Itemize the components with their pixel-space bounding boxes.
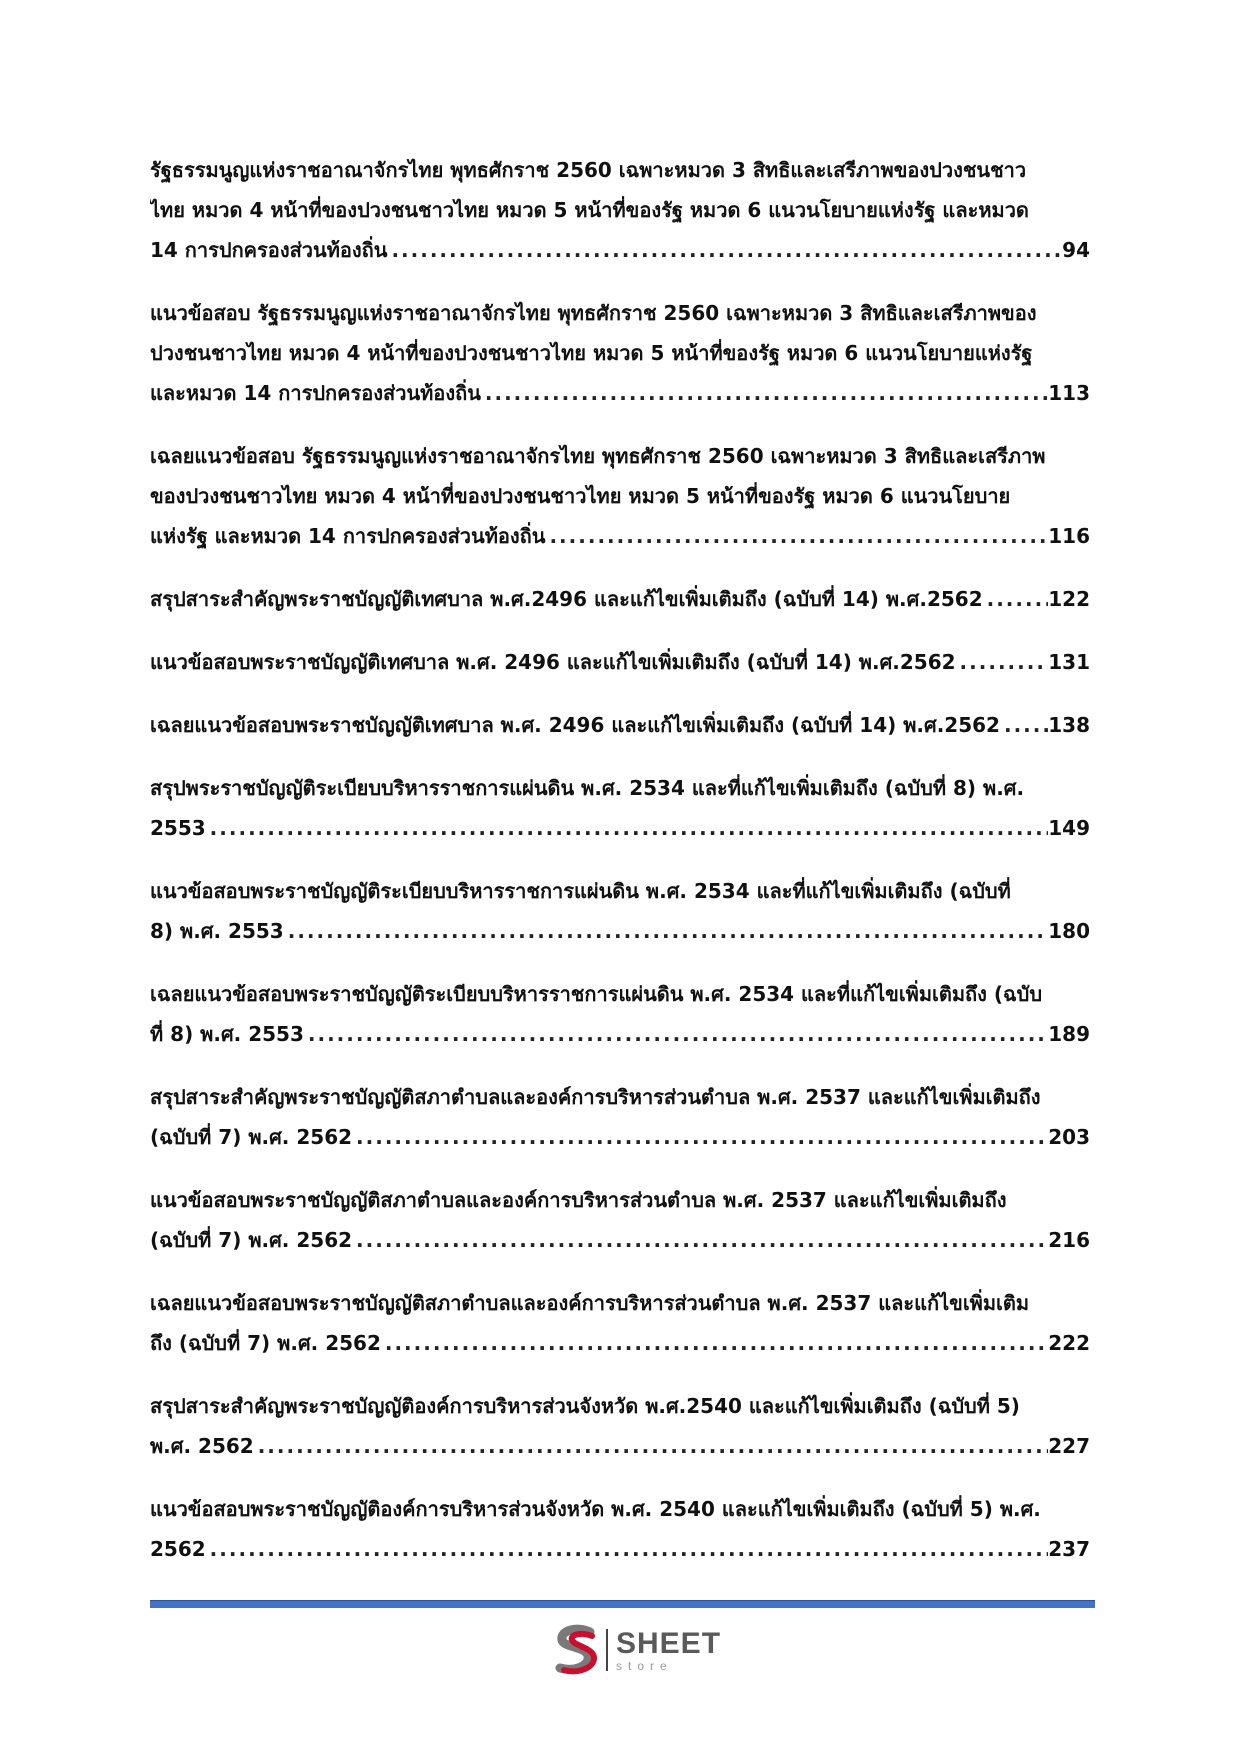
toc-entry-line (150, 911, 1090, 951)
dot-leader (206, 1529, 1049, 1569)
dot-leader (956, 642, 1049, 682)
toc-entry-title: เฉลยแนวข้อสอบพระราชบัญญัติระเบียบบริหารราชการแผ่นดิน พ.ศ. 2534 และที่แก้ไขเพิ่มเติมถึง (ฉบับ (150, 982, 1043, 1006)
toc-entry-line (150, 436, 1090, 476)
toc-page-number: 189 (1048, 1022, 1090, 1046)
toc-entry-title: ปวงชนชาวไทย หมวด 4 หน้าที่ของปวงชนชาวไทย หมวด 5 หน้าที่ของรัฐ หมวด 6 แนวนโยบายแห่งรัฐ (150, 341, 1033, 365)
toc-entry-title: พ.ศ. 2562 (150, 1434, 254, 1458)
toc-entry-line (150, 150, 1090, 190)
toc-entry[interactable] (150, 642, 1090, 682)
toc-entry-line (150, 516, 1090, 556)
toc-page-number: 227 (1048, 1434, 1090, 1458)
toc-entry-title: ของปวงชนชาวไทย หมวด 4 หน้าที่ของปวงชนชาวไทย หมวด 5 หน้าที่ของรัฐ หมวด 6 แนวนโยบาย (150, 484, 1011, 508)
toc-entry-line (150, 579, 1090, 619)
toc-entry-title: แนวข้อสอบ รัฐธรรมนูญแห่งราชอาณาจักรไทย พุทธศักราช 2560 เฉพาะหมวด 3 สิทธิและเสรีภาพของ (150, 301, 1037, 325)
toc-entry-title: เฉลยแนวข้อสอบพระราชบัญญัติเทศบาล พ.ศ. 2496 และแก้ไขเพิ่มเติมถึง (ฉบับที่ 14) พ.ศ.2562 (150, 713, 1000, 737)
dot-leader (254, 1426, 1049, 1466)
sheet-store-s-icon (552, 1624, 600, 1676)
toc-entry-line (150, 476, 1090, 516)
toc-entry-title: สรุปสาระสำคัญพระราชบัญญัติเทศบาล พ.ศ.2496 และแก้ไขเพิ่มเติมถึง (ฉบับที่ 14) พ.ศ.2562 (150, 587, 983, 611)
toc-entry-title: สรุปสาระสำคัญพระราชบัญญัติองค์การบริหารส่วนจังหวัด พ.ศ.2540 และแก้ไขเพิ่มเติมถึง (ฉบับที่ 5) (150, 1394, 1020, 1418)
sheet-store-logo (552, 1624, 721, 1676)
toc-entry-line (150, 1386, 1090, 1426)
toc-entry-title: แนวข้อสอบพระราชบัญญัติระเบียบบริหารราชการแผ่นดิน พ.ศ. 2534 และที่แก้ไขเพิ่มเติมถึง (ฉบับที่ (150, 879, 1011, 903)
toc-entry-title: รัฐธรรมนูญแห่งราชอาณาจักรไทย พุทธศักราช 2560 เฉพาะหมวด 3 สิทธิและเสรีภาพของปวงชนชาว (150, 158, 1027, 182)
logo-name: SHEET (616, 1626, 722, 1660)
dot-leader (206, 808, 1049, 848)
toc-entry[interactable] (150, 579, 1090, 619)
toc-entry-title: (ฉบับที่ 7) พ.ศ. 2562 (150, 1125, 353, 1149)
toc-entry-title: 2562 (150, 1537, 206, 1561)
toc-entry-line (150, 373, 1090, 413)
toc-entry-title: เฉลยแนวข้อสอบพระราชบัญญัติสภาตำบลและองค์การบริหารส่วนตำบล พ.ศ. 2537 และแก้ไขเพิ่มเติม (150, 1291, 1030, 1315)
toc-entry-title: ที่ 8) พ.ศ. 2553 (150, 1022, 304, 1046)
toc-entry-title: และหมวด 14 การปกครองส่วนท้องถิ่น (150, 381, 481, 405)
toc-page-number: 216 (1048, 1228, 1090, 1252)
toc-entry[interactable] (150, 1180, 1090, 1260)
toc-entry-title: แห่งรัฐ และหมวด 14 การปกครองส่วนท้องถิ่น (150, 524, 546, 548)
toc-entry-line (150, 705, 1090, 745)
toc-entry-title: ไทย หมวด 4 หน้าที่ของปวงชนชาวไทย หมวด 5 หน้าที่ของรัฐ หมวด 6 แนวนโยบายแห่งรัฐ และหมวด (150, 198, 1029, 222)
table-of-contents (150, 150, 1090, 1592)
toc-page-number: 94 (1062, 238, 1090, 262)
toc-entry[interactable] (150, 871, 1090, 951)
toc-page-number: 237 (1048, 1537, 1090, 1561)
toc-entry-title: 8) พ.ศ. 2553 (150, 919, 284, 943)
dot-leader (387, 230, 1062, 270)
toc-entry[interactable] (150, 436, 1090, 556)
toc-page-number: 122 (1048, 587, 1090, 611)
dot-leader (983, 579, 1049, 619)
toc-entry-line (150, 1426, 1090, 1466)
toc-page-number: 180 (1048, 919, 1090, 943)
toc-entry-line (150, 1323, 1090, 1363)
toc-entry[interactable] (150, 150, 1090, 270)
logo-separator (606, 1629, 608, 1671)
toc-entry-line (150, 642, 1090, 682)
toc-entry-line (150, 1117, 1090, 1157)
toc-entry-line (150, 333, 1090, 373)
toc-entry[interactable] (150, 293, 1090, 413)
toc-entry[interactable] (150, 974, 1090, 1054)
toc-page-number: 138 (1048, 713, 1090, 737)
toc-entry-line (150, 190, 1090, 230)
toc-page-number: 131 (1048, 650, 1090, 674)
toc-page-number: 203 (1048, 1125, 1090, 1149)
toc-entry-title: (ฉบับที่ 7) พ.ศ. 2562 (150, 1228, 353, 1252)
dot-leader (481, 373, 1048, 413)
logo-subtitle: store (616, 1658, 673, 1673)
toc-entry-line (150, 1489, 1090, 1529)
toc-entry-line (150, 974, 1090, 1014)
dot-leader (352, 1117, 1048, 1157)
toc-entry[interactable] (150, 1077, 1090, 1157)
dot-leader (545, 516, 1048, 556)
toc-page-number: 222 (1048, 1331, 1090, 1355)
dot-leader (381, 1323, 1048, 1363)
toc-entry-line (150, 1220, 1090, 1260)
toc-entry-line (150, 1283, 1090, 1323)
toc-entry-title: แนวข้อสอบพระราชบัญญัติสภาตำบลและองค์การบริหารส่วนตำบล พ.ศ. 2537 และแก้ไขเพิ่มเติมถึง (150, 1188, 1007, 1212)
toc-entry-title: 2553 (150, 816, 206, 840)
footer-rule (150, 1600, 1095, 1608)
toc-entry-title: สรุปสาระสำคัญพระราชบัญญัติสภาตำบลและองค์การบริหารส่วนตำบล พ.ศ. 2537 และแก้ไขเพิ่มเติมถึง (150, 1085, 1041, 1109)
toc-entry-line (150, 1180, 1090, 1220)
toc-entry-title: สรุปพระราชบัญญัติระเบียบบริหารราชการแผ่นดิน พ.ศ. 2534 และที่แก้ไขเพิ่มเติมถึง (ฉบับที่ 8) พ.ศ. (150, 776, 1025, 800)
toc-page-number: 149 (1048, 816, 1090, 840)
dot-leader (304, 1014, 1048, 1054)
toc-entry-title: แนวข้อสอบพระราชบัญญัติองค์การบริหารส่วนจังหวัด พ.ศ. 2540 และแก้ไขเพิ่มเติมถึง (ฉบับที่ 5) พ.ศ. (150, 1497, 1041, 1521)
toc-entry-line (150, 808, 1090, 848)
dot-leader (1000, 705, 1048, 745)
toc-page-number: 113 (1048, 381, 1090, 405)
toc-entry-title: แนวข้อสอบพระราชบัญญัติเทศบาล พ.ศ. 2496 และแก้ไขเพิ่มเติมถึง (ฉบับที่ 14) พ.ศ.2562 (150, 650, 956, 674)
toc-entry-line (150, 871, 1090, 911)
toc-entry-line (150, 1077, 1090, 1117)
dot-leader (352, 1220, 1048, 1260)
toc-entry-line (150, 1014, 1090, 1054)
toc-entry-line (150, 230, 1090, 270)
toc-entry-title: ถึง (ฉบับที่ 7) พ.ศ. 2562 (150, 1331, 381, 1355)
toc-entry[interactable] (150, 768, 1090, 848)
toc-entry[interactable] (150, 1386, 1090, 1466)
toc-entry-line (150, 1529, 1090, 1569)
dot-leader (284, 911, 1049, 951)
toc-entry-line (150, 293, 1090, 333)
toc-entry-title: เฉลยแนวข้อสอบ รัฐธรรมนูญแห่งราชอาณาจักรไทย พุทธศักราช 2560 เฉพาะหมวด 3 สิทธิและเสรีภาพ (150, 444, 1046, 468)
toc-entry-line (150, 768, 1090, 808)
toc-entry[interactable] (150, 705, 1090, 745)
toc-entry[interactable] (150, 1489, 1090, 1569)
toc-page-number: 116 (1048, 524, 1090, 548)
toc-entry-title: 14 การปกครองส่วนท้องถิ่น (150, 238, 388, 262)
toc-entry[interactable] (150, 1283, 1090, 1363)
